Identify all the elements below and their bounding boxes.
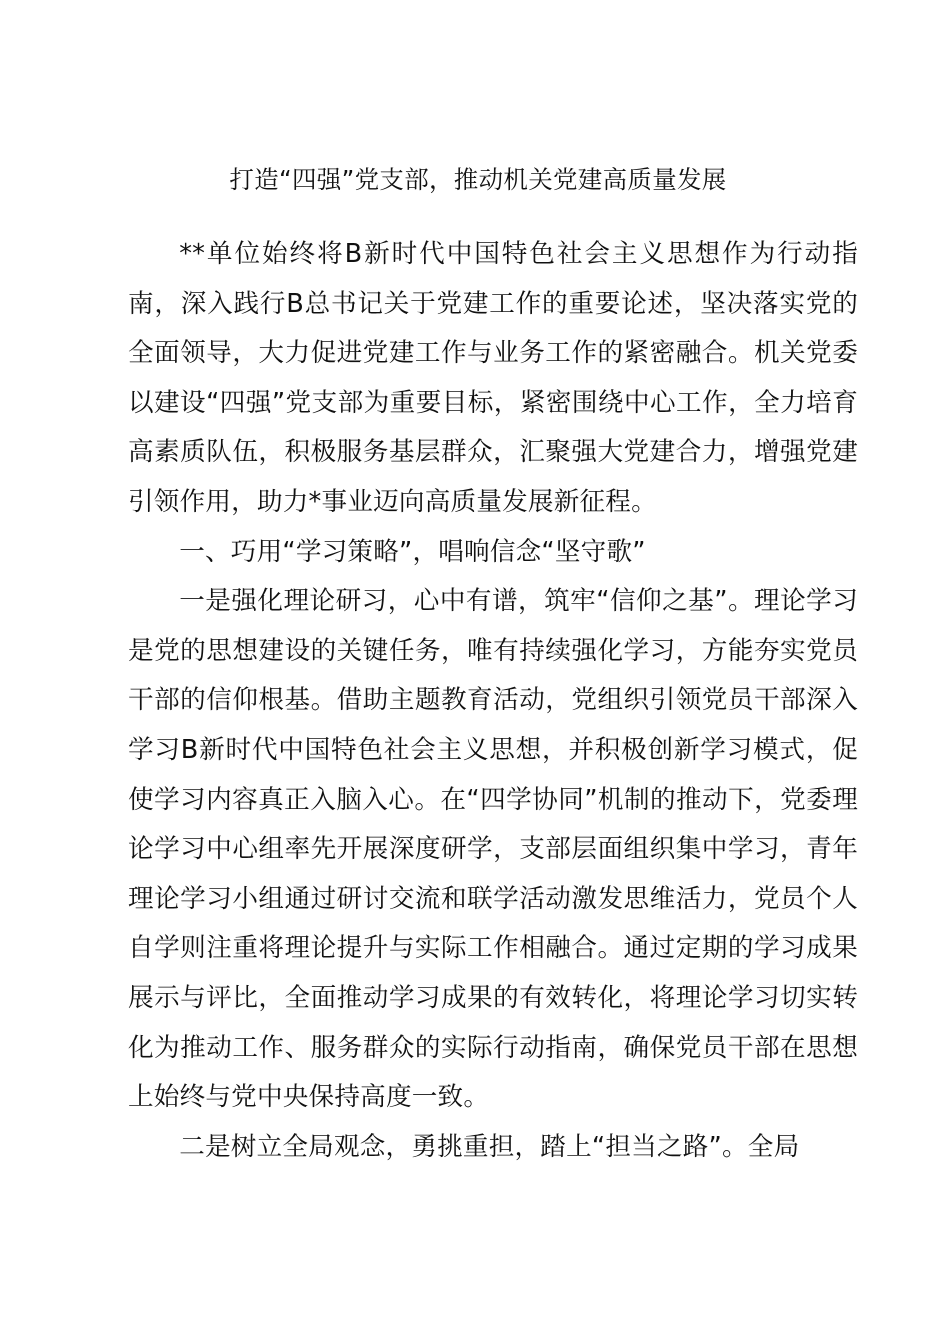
section-paragraph-1: 一是强化理论研习，心中有谱，筑牢“信仰之基”。理论学习是党的思想建设的关键任务，唯有持续强化学习，方能夯实党员干部的信仰根基。借助主题教育活动，党组织引领党员干部深入学习B新时代中国特色社会主义思想，并积极创新学习模式，促使学习内容真正入脑入心。在“四学协同”机制的推动下，党委理论学习中心组率先开展深度研学，支部层面组织集中学习，青年理论学习小组通过研讨交流和联学活动激发思维活力，党员个人自学则注重将理论提升与实际工作相融合。通过定期的学习成果展示与评比，全面推动学习成果的有效转化，将理论学习切实转化为推动工作、服务群众的实际行动指南，确保党员干部在思想上始终与党中央保持高度一致。 (128, 586, 858, 1113)
section-heading: 一、巧用“学习策略”，唱响信念“坚守歌” (179, 536, 646, 567)
document-title: 打造“四强”党支部，推动机关党建高质量发展 (229, 165, 727, 194)
document-body (128, 230, 858, 1172)
section-paragraph-2: 二是树立全局观念，勇挑重担，踏上“担当之路”。全局 (179, 1131, 800, 1162)
intro-paragraph: **单位始终将B新时代中国特色社会主义思想作为行动指南，深入践行B总书记关于党建工作的重要论述，坚决落实党的全面领导，大力促进党建工作与业务工作的紧密融合。机关党委以建设“四强”党支部为重要目标，紧密围绕中心工作，全力培育高素质队伍，积极服务基层群众，汇聚强大党建合力，增强党建引领作用，助力*事业迈向高质量发展新征程。 (128, 239, 858, 517)
